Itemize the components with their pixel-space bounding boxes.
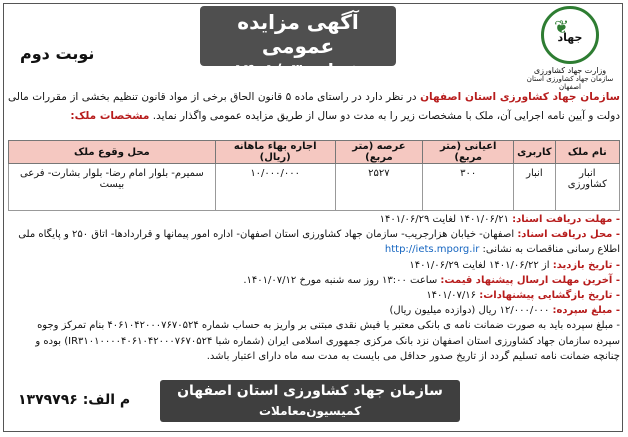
deposit-label: - مبلغ سپرده:: [552, 305, 620, 317]
reference-code: م الف: ۱۳۷۹۷۹۶: [18, 392, 131, 408]
visit-value: از ۱۴۰۱/۰۶/۲۲ لغایت ۱۴۰۱/۰۶/۲۹: [409, 259, 553, 271]
opening-line: [8, 288, 620, 303]
property-table: [8, 140, 620, 211]
organization-logo: [520, 6, 620, 91]
footer-org: سازمان جهاد کشاورزی استان اصفهان: [177, 383, 443, 399]
opening-label: - تاریخ بازگشایی پیشنهادات:: [479, 290, 620, 302]
footer-commission: کمیسیون‌معاملات: [258, 404, 362, 418]
deposit-line: [8, 303, 620, 318]
round-label: نوبت دوم: [20, 44, 95, 63]
logo-emblem-icon: [541, 6, 599, 64]
deadline-label: - مهلت دریافت اسناد:: [512, 214, 620, 225]
table-header-row: [9, 141, 620, 164]
deposit-value: ۱۲/۰۰۰/۰۰۰ ریال (دوازده میلیون ریال): [389, 305, 553, 317]
title-banner: [200, 6, 396, 81]
header-building-area: اعیانی (متر مربع): [423, 141, 514, 164]
header-monthly-rent: اجاره بهاء ماهانه (ریال): [215, 141, 335, 164]
logo-line-1: وزارت جهاد کشاورزی: [533, 66, 607, 75]
place-line: [8, 227, 620, 257]
visit-line: [8, 258, 620, 273]
leaf-icon: ❦: [554, 17, 570, 38]
opening-value: ۱۴۰۱/۰۷/۱۶: [426, 290, 480, 302]
cell-location: سمیرم- بلوار امام رضا- بلوار بشارت- فرعی بیست: [9, 164, 216, 211]
footer-banner: [160, 380, 460, 422]
deadline-line: [8, 212, 620, 227]
place-value: اصفهان- خیابان هزارجریب- سازمان جهاد کشاورزی استان اصفهان- اداره امور پیمانها و قراردادها- اتاق ۲۵۰ و پایگاه ملی اطلاع رسانی مناقصات به نشانی:: [18, 229, 620, 256]
submit-value: ساعت ۱۳:۰۰ روز سه شنبه مورخ ۱۴۰۱/۰۷/۱۲.: [243, 274, 441, 286]
website-link[interactable]: http://iets.mporg.ir: [384, 244, 480, 256]
table-row: [9, 164, 620, 211]
cell-usage: انبار: [514, 164, 555, 211]
details-section: [8, 212, 620, 364]
ad-number: شماره ۱۴۰۱/۰۳: [233, 61, 363, 81]
cell-monthly-rent: ۱۰/۰۰۰/۰۰۰: [215, 164, 335, 211]
header-name: نام ملک: [555, 141, 619, 164]
header-location: محل وقوع ملک: [9, 141, 216, 164]
cell-name: انبار کشاورزی: [555, 164, 619, 211]
place-label: - محل دریافت اسناد:: [517, 229, 620, 241]
deadline-value: ۱۴۰۱/۰۶/۲۱ لغایت ۱۴۰۱/۰۶/۲۹: [379, 214, 513, 225]
intro-body: در نظر دارد در راستای ماده ۵ قانون الحاق برخی از مواد قانون تنظیم بخشی از مقررات مالی دولت و آیین نامه اجرایی آن، ملک با مشخصات زیر را به مدت دو سال از طریق مزایده عمومی واگذار نماید.: [8, 91, 620, 122]
visit-label: - تاریخ بازدید:: [552, 259, 620, 271]
deposit-note: - مبلغ سپرده باید به صورت ضمانت نامه ی بانکی معتبر یا فیش نقدی مبتنی بر واریز به حساب شماره ۴۰۶۱۰۴۲۰۰۰۷۶۷۰۵۲۴ بنام تمرکز وجوه سپرده سازمان جهاد کشاورزی استان اصفهان نزد بانک مرکزی جمهوری اسلامی ایران (شماره شبا IR۳۱۰۱۰۰۰۰۴۰۶۱۰۴۲۰۰۰۷۶۷۰۵۲۴) بوده و چنانچه ضمانت نامه تسلیم گردد از تاریخ صدور حداقل می بایست به مدت سه ماه دارای اعتبار باشد.: [35, 320, 620, 362]
organization-name: سازمان جهاد کشاورزی استان اصفهان: [420, 91, 620, 103]
submit-label: - آخرین مهلت ارسال پیشنهاد قیمت:: [440, 274, 620, 286]
header-land-area: عرصه (متر مربع): [335, 141, 423, 164]
header-usage: کاربری: [514, 141, 555, 164]
logo-mark-text: جهاد: [557, 31, 583, 44]
cell-building-area: ۳۰۰: [423, 164, 514, 211]
spec-label: مشخصات ملک:: [70, 110, 150, 122]
submit-line: [8, 273, 620, 288]
cell-land-area: ۲۵۲۷: [335, 164, 423, 211]
ad-title: آگهی مزایده عمومی: [237, 10, 359, 58]
logo-line-2: سازمان جهاد کشاورزی استان اصفهان: [526, 75, 614, 91]
intro-paragraph: [8, 88, 620, 126]
